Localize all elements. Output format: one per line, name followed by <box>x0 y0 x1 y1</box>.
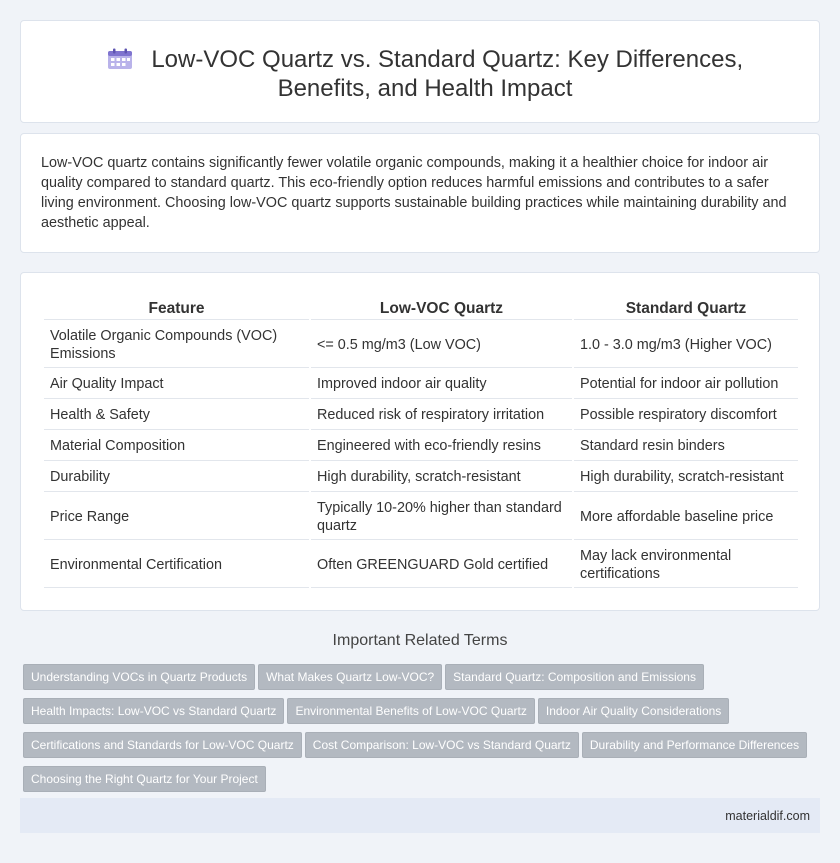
related-term-tag[interactable]: Standard Quartz: Composition and Emissions <box>445 664 704 690</box>
feature-cell: Air Quality Impact <box>44 370 309 399</box>
header-low-voc: Low-VOC Quartz <box>311 297 572 320</box>
low-voc-cell: Engineered with eco-friendly resins <box>311 432 572 461</box>
table-row <box>44 542 798 588</box>
low-voc-cell: <= 0.5 mg/m3 (Low VOC) <box>311 322 572 368</box>
standard-cell: May lack environmental certifications <box>574 542 798 588</box>
standard-cell: 1.0 - 3.0 mg/m3 (Higher VOC) <box>574 322 798 368</box>
table-row <box>44 401 798 430</box>
intro-paragraph: Low-VOC quartz contains significantly fewer volatile organic compounds, making it a healthier choice for indoor air quality compared to standard quartz. This eco-friendly option reduces harmful emissions and contributes to a safer living environment. Choosing low-VOC quartz supports sustainable building practices while maintaining durability and aesthetic appeal. <box>41 155 787 231</box>
table-row <box>44 494 798 540</box>
footer-site-link[interactable]: materialdif.com <box>725 809 810 823</box>
header-standard: Standard Quartz <box>574 297 798 320</box>
table-row <box>44 463 798 492</box>
table-row <box>44 322 798 368</box>
related-term-tag[interactable]: Cost Comparison: Low-VOC vs Standard Quartz <box>305 732 579 758</box>
low-voc-cell: Reduced risk of respiratory irritation <box>311 401 572 430</box>
related-term-tag[interactable]: Environmental Benefits of Low-VOC Quartz <box>287 698 534 724</box>
page-title: Low-VOC Quartz vs. Standard Quartz: Key Differences, Benefits, and Health Impact <box>151 46 744 102</box>
low-voc-cell: High durability, scratch-resistant <box>311 463 572 492</box>
feature-cell: Material Composition <box>44 432 309 461</box>
feature-cell: Volatile Organic Compounds (VOC) Emissions <box>44 322 309 368</box>
feature-cell: Durability <box>44 463 309 492</box>
related-term-tag[interactable]: Health Impacts: Low-VOC vs Standard Quartz <box>23 698 284 724</box>
feature-cell: Health & Safety <box>44 401 309 430</box>
title-wrap <box>61 45 789 103</box>
table-header-row <box>44 297 798 320</box>
low-voc-cell: Improved indoor air quality <box>311 370 572 399</box>
standard-cell: Standard resin binders <box>574 432 798 461</box>
intro-card <box>20 133 820 253</box>
low-voc-cell: Typically 10-20% higher than standard quartz <box>311 494 572 540</box>
feature-cell: Environmental Certification <box>44 542 309 588</box>
related-term-tag[interactable]: Indoor Air Quality Considerations <box>538 698 729 724</box>
standard-cell: High durability, scratch-resistant <box>574 463 798 492</box>
table-row <box>44 432 798 461</box>
feature-cell: Price Range <box>44 494 309 540</box>
standard-cell: Possible respiratory discomfort <box>574 401 798 430</box>
related-term-tag[interactable]: Understanding VOCs in Quartz Products <box>23 664 255 690</box>
related-terms-list <box>23 664 813 800</box>
related-terms-title: Important Related Terms <box>332 632 508 649</box>
comparison-table <box>42 295 800 590</box>
related-term-tag[interactable]: Choosing the Right Quartz for Your Project <box>23 766 266 792</box>
related-term-tag[interactable]: Durability and Performance Differences <box>582 732 807 758</box>
related-term-tag[interactable]: What Makes Quartz Low-VOC? <box>258 664 442 690</box>
calendar-icon <box>107 48 133 70</box>
standard-cell: Potential for indoor air pollution <box>574 370 798 399</box>
footer <box>20 798 820 833</box>
standard-cell: More affordable baseline price <box>574 494 798 540</box>
related-term-tag[interactable]: Certifications and Standards for Low-VOC Quartz <box>23 732 302 758</box>
low-voc-cell: Often GREENGUARD Gold certified <box>311 542 572 588</box>
comparison-card <box>20 272 820 611</box>
header-card <box>20 20 820 123</box>
table-row <box>44 370 798 399</box>
header-feature: Feature <box>44 297 309 320</box>
